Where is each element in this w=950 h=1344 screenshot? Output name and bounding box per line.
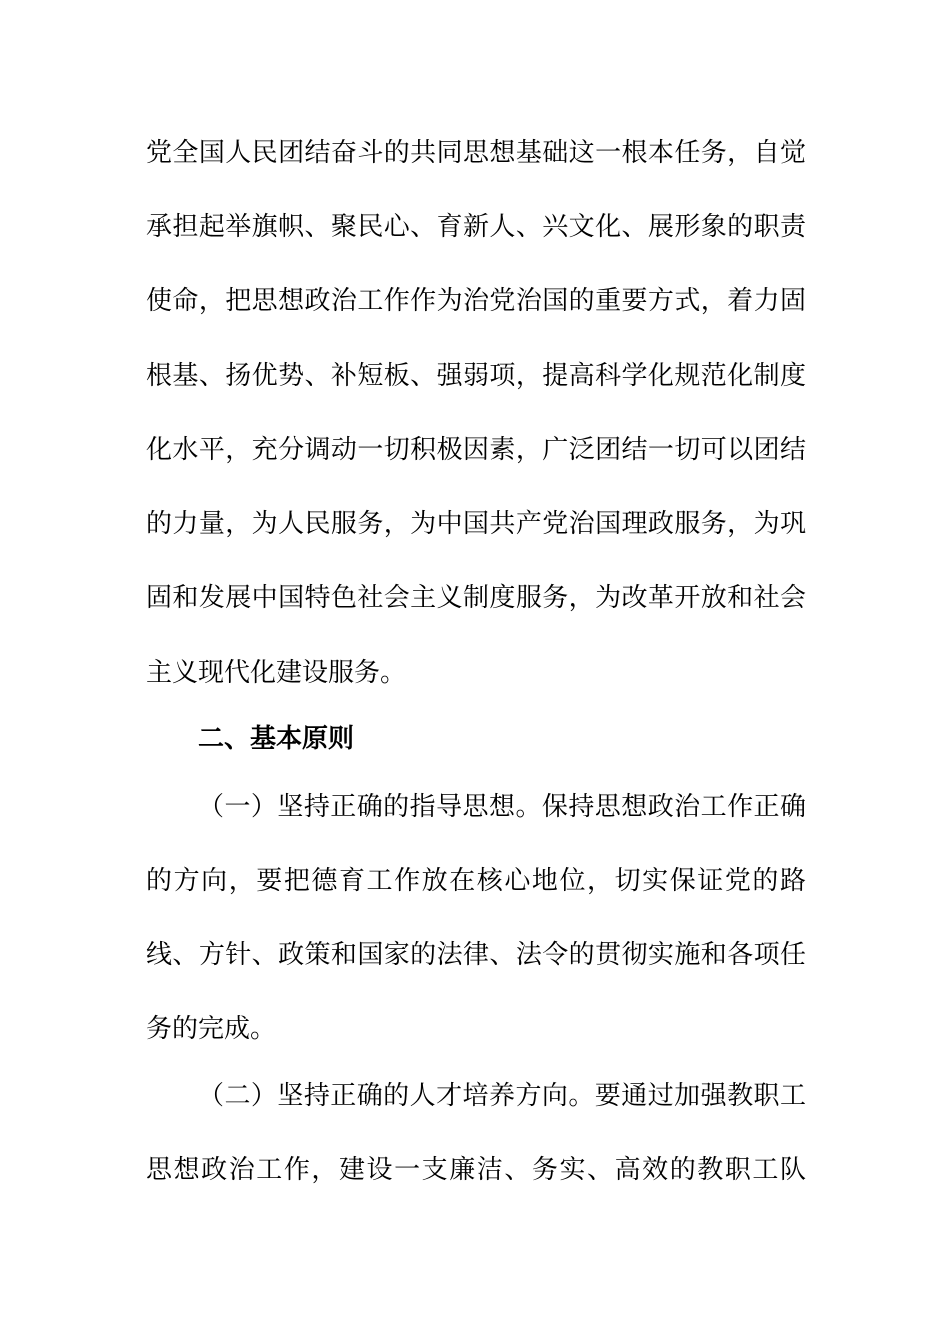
section-heading: 二、基本原则 [198, 724, 355, 754]
text-line: 承担起举旗帜、聚民心、育新人、兴文化、展形象的职责 [146, 212, 806, 242]
text-line: 使命，把思想政治工作作为治党治国的重要方式，着力固 [146, 286, 806, 316]
text-line: 主义现代化建设服务。 [146, 658, 407, 688]
text-line: 固和发展中国特色社会主义制度服务，为改革开放和社会 [146, 583, 806, 613]
text-line: 的力量，为人民服务，为中国共产党治国理政服务，为巩 [146, 509, 806, 539]
text-line: 的方向，要把德育工作放在核心地位，切实保证党的路 [146, 866, 806, 896]
text-line: 化水平，充分调动一切积极因素，广泛团结一切可以团结 [146, 435, 806, 465]
text-line: 党全国人民团结奋斗的共同思想基础这一根本任务，自觉 [146, 138, 806, 168]
text-line: （二）坚持正确的人才培养方向。要通过加强教职工 [198, 1081, 806, 1111]
text-line: 线、方针、政策和国家的法律、法令的贯彻实施和各项任 [146, 940, 806, 970]
text-line: 务的完成。 [146, 1014, 277, 1044]
text-line: 思想政治工作，建设一支廉洁、务实、高效的教职工队 [146, 1155, 806, 1185]
text-line: （一）坚持正确的指导思想。保持思想政治工作正确 [198, 792, 806, 822]
text-line: 根基、扬优势、补短板、强弱项，提高科学化规范化制度 [146, 361, 806, 391]
